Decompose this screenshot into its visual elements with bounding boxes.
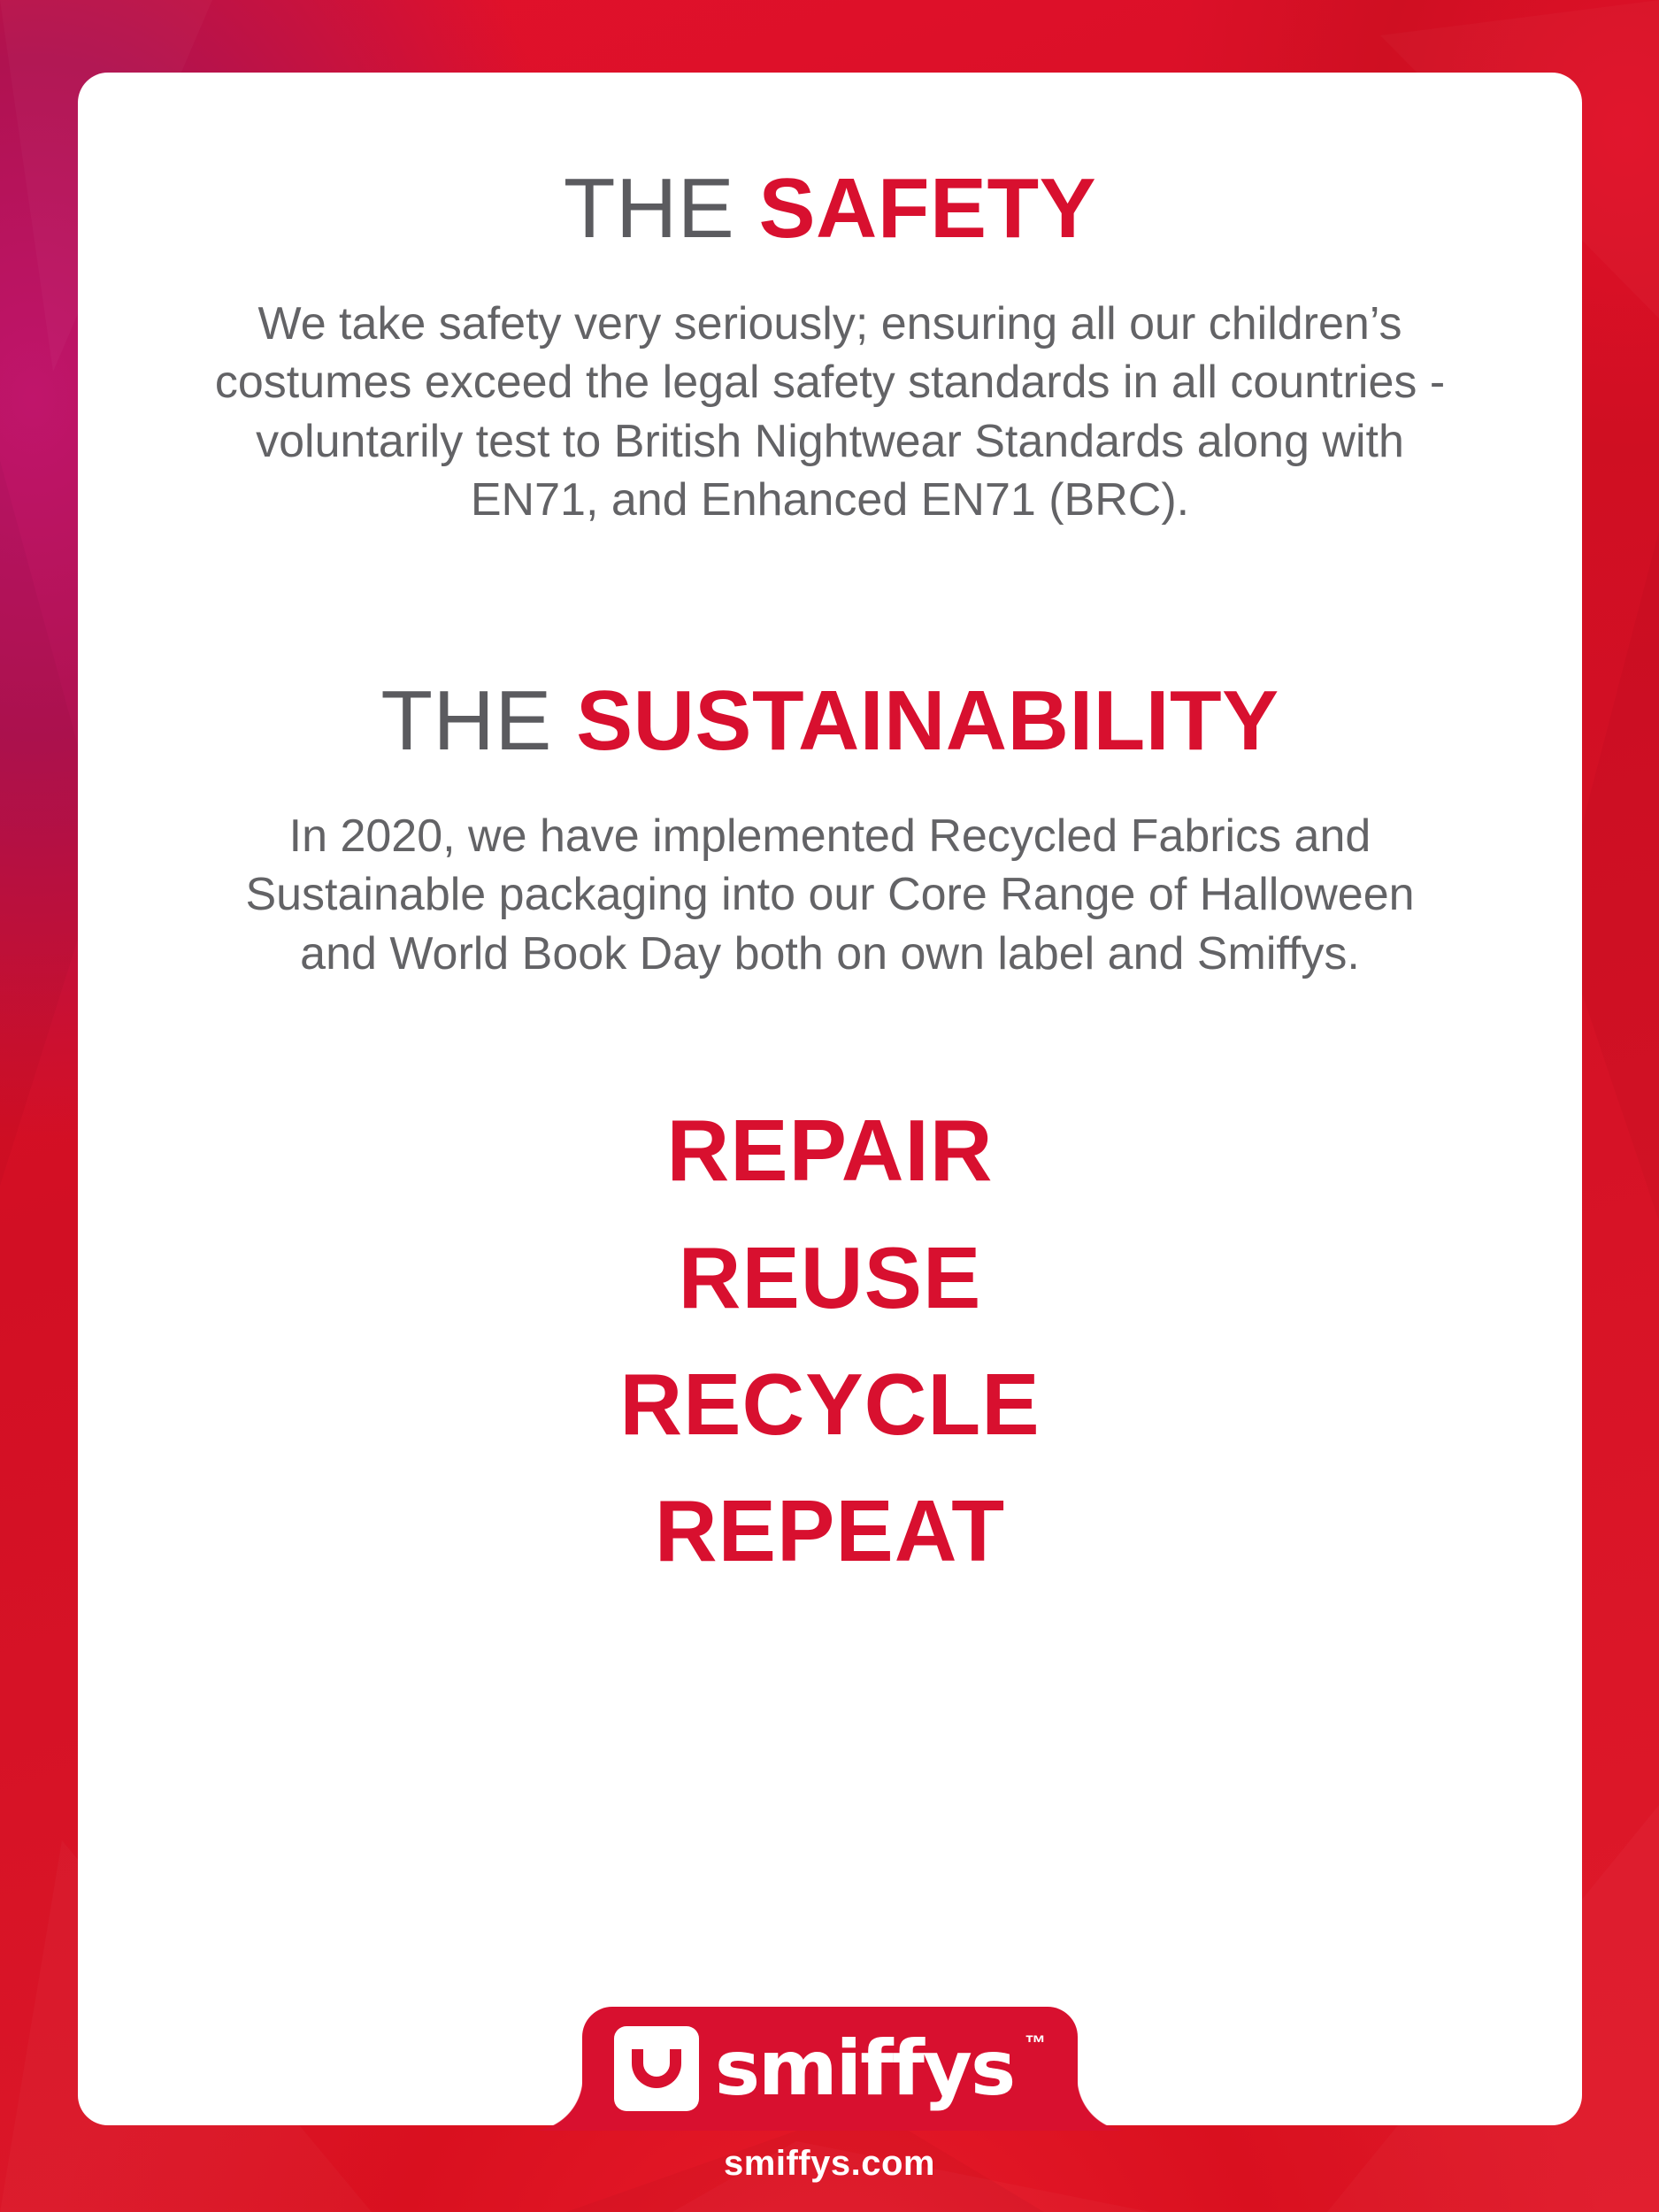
slogan-line-repeat: REPEAT	[654, 1481, 1006, 1579]
smiffys-smile-icon	[614, 2026, 699, 2111]
sustainability-heading-prefix: THE	[380, 672, 577, 768]
smiffys-logo	[614, 2026, 1046, 2111]
safety-paragraph: We take safety very seriously; ensuring all our children’s costumes exceed the legal safety standards in all countries - voluntarily test to British Nightwear Standards along with EN71, and Enhanced EN71 (BRC).	[214, 297, 1446, 526]
sustainability-heading-accent: SUSTAINABILITY	[576, 672, 1279, 768]
trademark-symbol: ™	[1025, 2032, 1047, 2055]
slogan-block	[166, 1087, 1494, 1594]
logo-tab	[582, 2007, 1078, 2131]
safety-heading	[166, 161, 1494, 256]
smile-shape	[632, 2049, 681, 2088]
safety-heading-prefix: THE	[563, 161, 759, 256]
sustainability-heading	[166, 672, 1494, 768]
slogan-line-recycle: RECYCLE	[619, 1355, 1041, 1453]
slogan-line-repair: REPAIR	[666, 1102, 994, 1200]
website-url[interactable]: smiffys.com	[724, 2144, 935, 2183]
safety-heading-accent: SAFETY	[758, 161, 1097, 256]
content-card	[78, 73, 1582, 2125]
slogan-line-reuse: REUSE	[678, 1228, 982, 1326]
section-divider-spacer	[166, 530, 1494, 677]
sustainability-paragraph: In 2020, we have implemented Recycled Fabrics and Sustainable packaging into our Core Range of Halloween and World Book Day both on own label and Smiffys.	[245, 810, 1415, 979]
logo-wordmark: smiffys	[714, 2024, 1015, 2113]
